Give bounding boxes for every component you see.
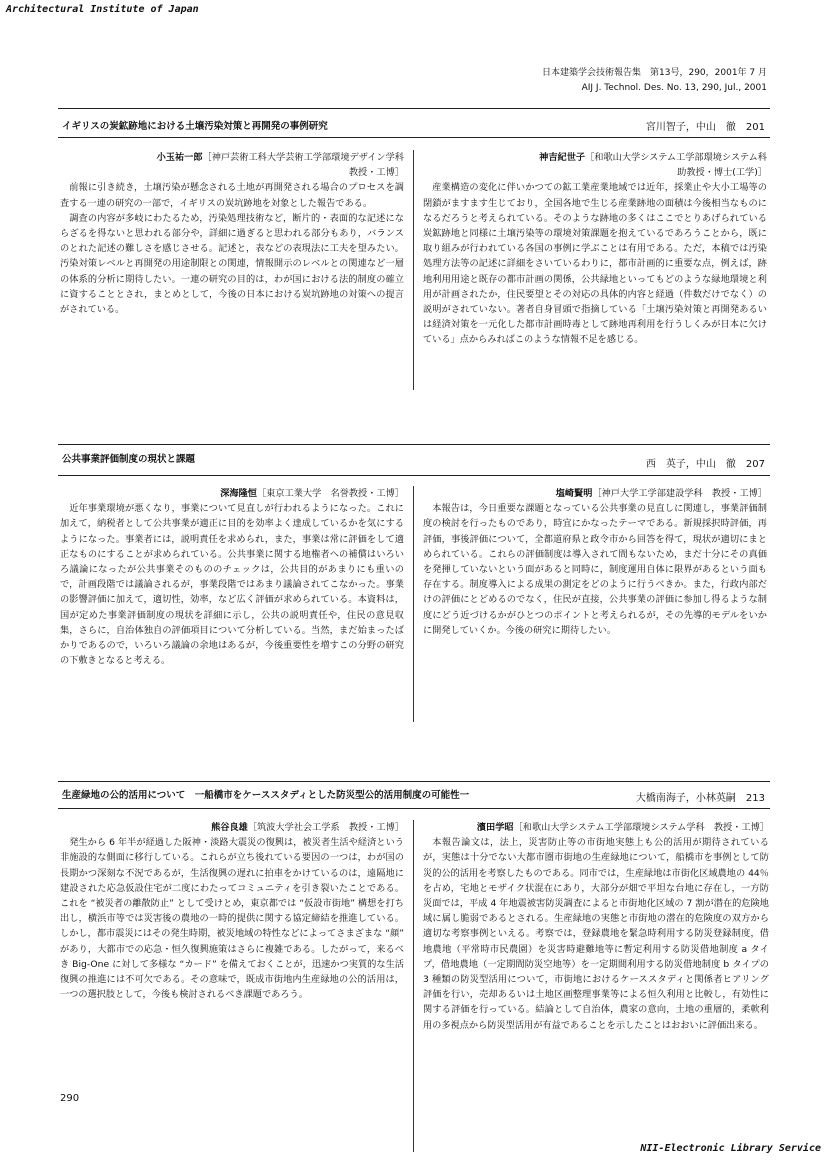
column-divider bbox=[413, 486, 414, 722]
reviewer-name: 濱田学昭 bbox=[476, 822, 514, 833]
review-body: 本報告論文は，法上，災害防止等の市街地実態上も公的活用が期待されているが，実態は十分でない大都市圏市街地の生産緑地について，船橋市を事例として防災的公的活用を考察したものである。同市では，生産緑地は市街化区域農地の 44％を占め，宅地とモザイク状混在にあり，大部分が畑で平坦な台地に存在し，一方防災面では，平成 4 年地震被害防災調査によると市街地化区域の 7 割が潜在的危険地域に属し脆弱であるとされる。生産緑地の実態と市街地の潜在的危険度の双方から適切な考察事例といえる。考察では，登録農地を緊急時利用する防災登録制度，借地農地（平常時市民農園）を災害時避難地等に暫定利用する防災借地制度 a タイプ，借地農地（一定期間防災空地等）を一定期間利用する防災借地制度 b タイプの 3 種類の防災型活用について，市街地におけるケーススタディと関係者ヒアリング評価を行い，売却あるいは土地区画整理事業等による恒久利用と比較し，有効性に関する評価を行っている。結論として自治体，農家の意向，土地の重層的，柔軟利用の多視点から防災型活用が有益であることを示したことはおおいに評価出来る。 bbox=[423, 837, 769, 1031]
reviewer-affiliation: 濱田学昭［和歌山大学システム工学部環境システム学科 教授・工博］ bbox=[476, 822, 769, 833]
article-title: イギリスの炭鉱跡地における土壌汚染対策と再開発の事例研究 bbox=[62, 121, 328, 132]
article-top-rule bbox=[58, 781, 770, 782]
reviewer-affiliation: 小玉祐一郎［神戸芸術工科大学芸術工学部環境デザイン学科 bbox=[156, 152, 404, 163]
column-divider bbox=[413, 150, 414, 390]
article-top-rule bbox=[58, 444, 770, 445]
article-top-rule bbox=[58, 108, 770, 109]
reviewer-title: 教授・工博］ bbox=[348, 167, 404, 179]
article-title: 生産緑地の公的活用について 一船橋市をケーススタディとした防災型公的活用制度の可能性一 bbox=[62, 790, 470, 801]
reviewer-name: 神吉紀世子 bbox=[539, 152, 586, 163]
institute-name: Architectural Institute of Japan bbox=[6, 4, 199, 15]
column-divider bbox=[413, 820, 414, 1152]
article-title-rule bbox=[58, 475, 770, 476]
review-body: 産業構造の変化に伴いかつての鉱工業産業地域では近年，採業止や大小工場等の閉鎖がますます生じており，全国各地で生じる産業跡地の面積は今後相当なものになるだろうと考えられている。そのような跡地の多くはここでとりあげられている炭鉱跡地と同様に土壌汚染等の環境対策課題を抱えているであろうことから，既に取り組みが行われている各国の事例に学ぶことは有用である。ただ，本稿では汚染処理方法等の記述に詳細をさいているわりに，都市計画的に重要な点，例えば，跡地利用用途と既存の都市計画の関係，公共緑地といってもどのような緑地環境と利用が計画されたか，住民要望とその対応の具体的内容と経過（件数だけでなく）の説明がされていない。著者自身冒頭で指摘している「土壌汚染対策と再開発あるいは経済対策を一元化した都市計画時毒として跡地再利用を行うしくみが日本に欠けている」点からみればこのような情報不足を感じる。 bbox=[423, 182, 767, 346]
review-body: 本報告は，今日重要な課題となっている公共事業の見直しに関連し，事業評価制度の検討を行ったものであり，時宜にかなったテーマである。新規採択時評価，再評価，事後評価について，全都道府県と政令市から回答を得て，現状が適切にまとめられている。これらの評価制度は導入されて間もないため，まだ十分にその真価を発揮していないという面があると同時に，制度運用自体に限界があるという面も存在する。制度導入による成果の測定をどのように行うべきか。また，行政内部だけの評価にとどめるのでなく，住民が直接，公共事業の評価に参加し得るような制度にどう近づけるかがひとつのポイントと考えられるが，その先導的モデルをいかに開発していくか。今後の研究に期待したい。 bbox=[423, 503, 767, 636]
article-title-rule bbox=[58, 808, 770, 809]
reviewer-affiliation: 神吉紀世子［和歌山大学システム工学部環境システム科 bbox=[539, 152, 767, 163]
review-column bbox=[423, 820, 769, 1033]
reviewer-title: 助教授・博士(工学)］ bbox=[677, 167, 767, 179]
article-authors: 大橋南海子，小林英嗣 213 bbox=[635, 793, 765, 804]
article-authors: 西 英子，中山 徹 207 bbox=[645, 459, 765, 470]
review-body: 前報に引き続き，土壌汚染が懸念される土地が再開発される場合のプロセスを調査する一連の研究の一部で，イギリスの炭坑跡地を対象とした報告である。 bbox=[60, 182, 404, 209]
review-body: 発生から 6 年半が経過した阪神・淡路大震災の復興は，被災者生活や経済という非施設的な側面に移行している。これらが立ち後れている要因の一つは，わが国の長期かつ深刻な不況であるが，生活復興の遅れに拍車をかけているのは，遠隔地に建設された応急仮設住宅が二度にわたってコミュニティを引き裂いたことである。これを “被災者の離散防止” として受けとめ，東京都では “仮設市街地” 構想を打ち出し，横浜市等では災害後の農地の一時的提供に関する協定締結を推進している。しかし，都市震災にはその発生時期，被災地域の特性などによってさまざまな “顔” があり，大都市での応急・恒久復興施策はさらに複雑である。したがって，来るべき Big-One に対して多様な “カード” を備えておくことが，迅速かつ実質的な生活復興の推進には不可欠である。その意味で，既成市街地内生産緑地の公的活用は，一つの選択肢として，今後も検討されるべき課題であろう。 bbox=[60, 837, 404, 1001]
journal-citation-jp: 日本建築学会技術報告集 第13号，290，2001年 7 月 bbox=[542, 68, 767, 78]
article-authors: 宮川智子，中山 徹 201 bbox=[645, 122, 765, 133]
review-body: 近年事業環境が悪くなり，事業について見直しが行われるようになった。これに加えて，納税者として公共事業が適正に目的を効率よく達成しているかを気にするようになった。事業者には，説明責任を求められ，また，事業は常に評価をして適正なものにすることが求められている。公共事業に関する地権者への補償はいろいろ議論になったが公共事業そのもののチェックは，公共目的があまりにも重いので，計画段階では議論されるが，事業段階ではあまり議論されてこなかった。事業の影響評価に加えて，適切性，効率，など広く評価が求められている。本資料は，国が定めた事業評価制度の現状を詳細に示し，公共の説明責任や，住民の意見収集，さらに，自治体独自の評価項目について分析している。当然，まだ始まったばかりであるので，いろいろ議論の余地はあるが，今後重要性を増すこの分野の研究の下敷きとなると考える。 bbox=[60, 503, 404, 667]
article-title: 公共事業評価制度の現状と課題 bbox=[62, 454, 196, 465]
page-number: 290 bbox=[60, 1093, 80, 1104]
reviewer-name: 小玉祐一郎 bbox=[156, 152, 203, 163]
journal-citation-en: AIJ J. Technol. Des. No. 13, 290, Jul., 2001 bbox=[581, 83, 767, 93]
review-column bbox=[60, 820, 404, 1002]
reviewer-name: 熊谷良雄 bbox=[211, 822, 248, 833]
article-title-rule bbox=[58, 137, 770, 138]
reviewer-name: 塩崎賢明 bbox=[555, 488, 593, 499]
reviewer-affiliation: 深海隆恒［東京工業大学 名誉教授・工博］ bbox=[220, 488, 404, 499]
review-body-paragraph: 調査の内容が多岐にわたるため，汚染処理技術など，断片的・表面的な記述にならざるを得ないと思われる部分や，詳細に過ぎると思われる部分もあり，バランスのとれた記述の難しさを感じさせる。記述と，表などの表現法に工夫を望みたい。汚染対策レベルと再開発の用途制限との関連，情報開示のレベルとの関連など一層の体系的分析に期待したい。一連の研究の目的は，わが国における法的制度の確立に資することとされ，まとめとして，今後の日本における炭坑跡地の対策への提言がされている。 bbox=[60, 212, 404, 316]
reviewer-affiliation: 塩崎賢明［神戸大学工学部建設学科 教授・工博］ bbox=[555, 488, 767, 499]
footer-service: NII-Electronic Library Service bbox=[640, 1143, 821, 1154]
review-column bbox=[423, 486, 767, 638]
review-column bbox=[60, 150, 404, 317]
review-column bbox=[60, 486, 404, 668]
reviewer-affiliation: 熊谷良雄［筑波大学社会工学系 教授・工博］ bbox=[211, 822, 404, 833]
reviewer-name: 深海隆恒 bbox=[220, 488, 257, 499]
review-column bbox=[423, 150, 767, 348]
